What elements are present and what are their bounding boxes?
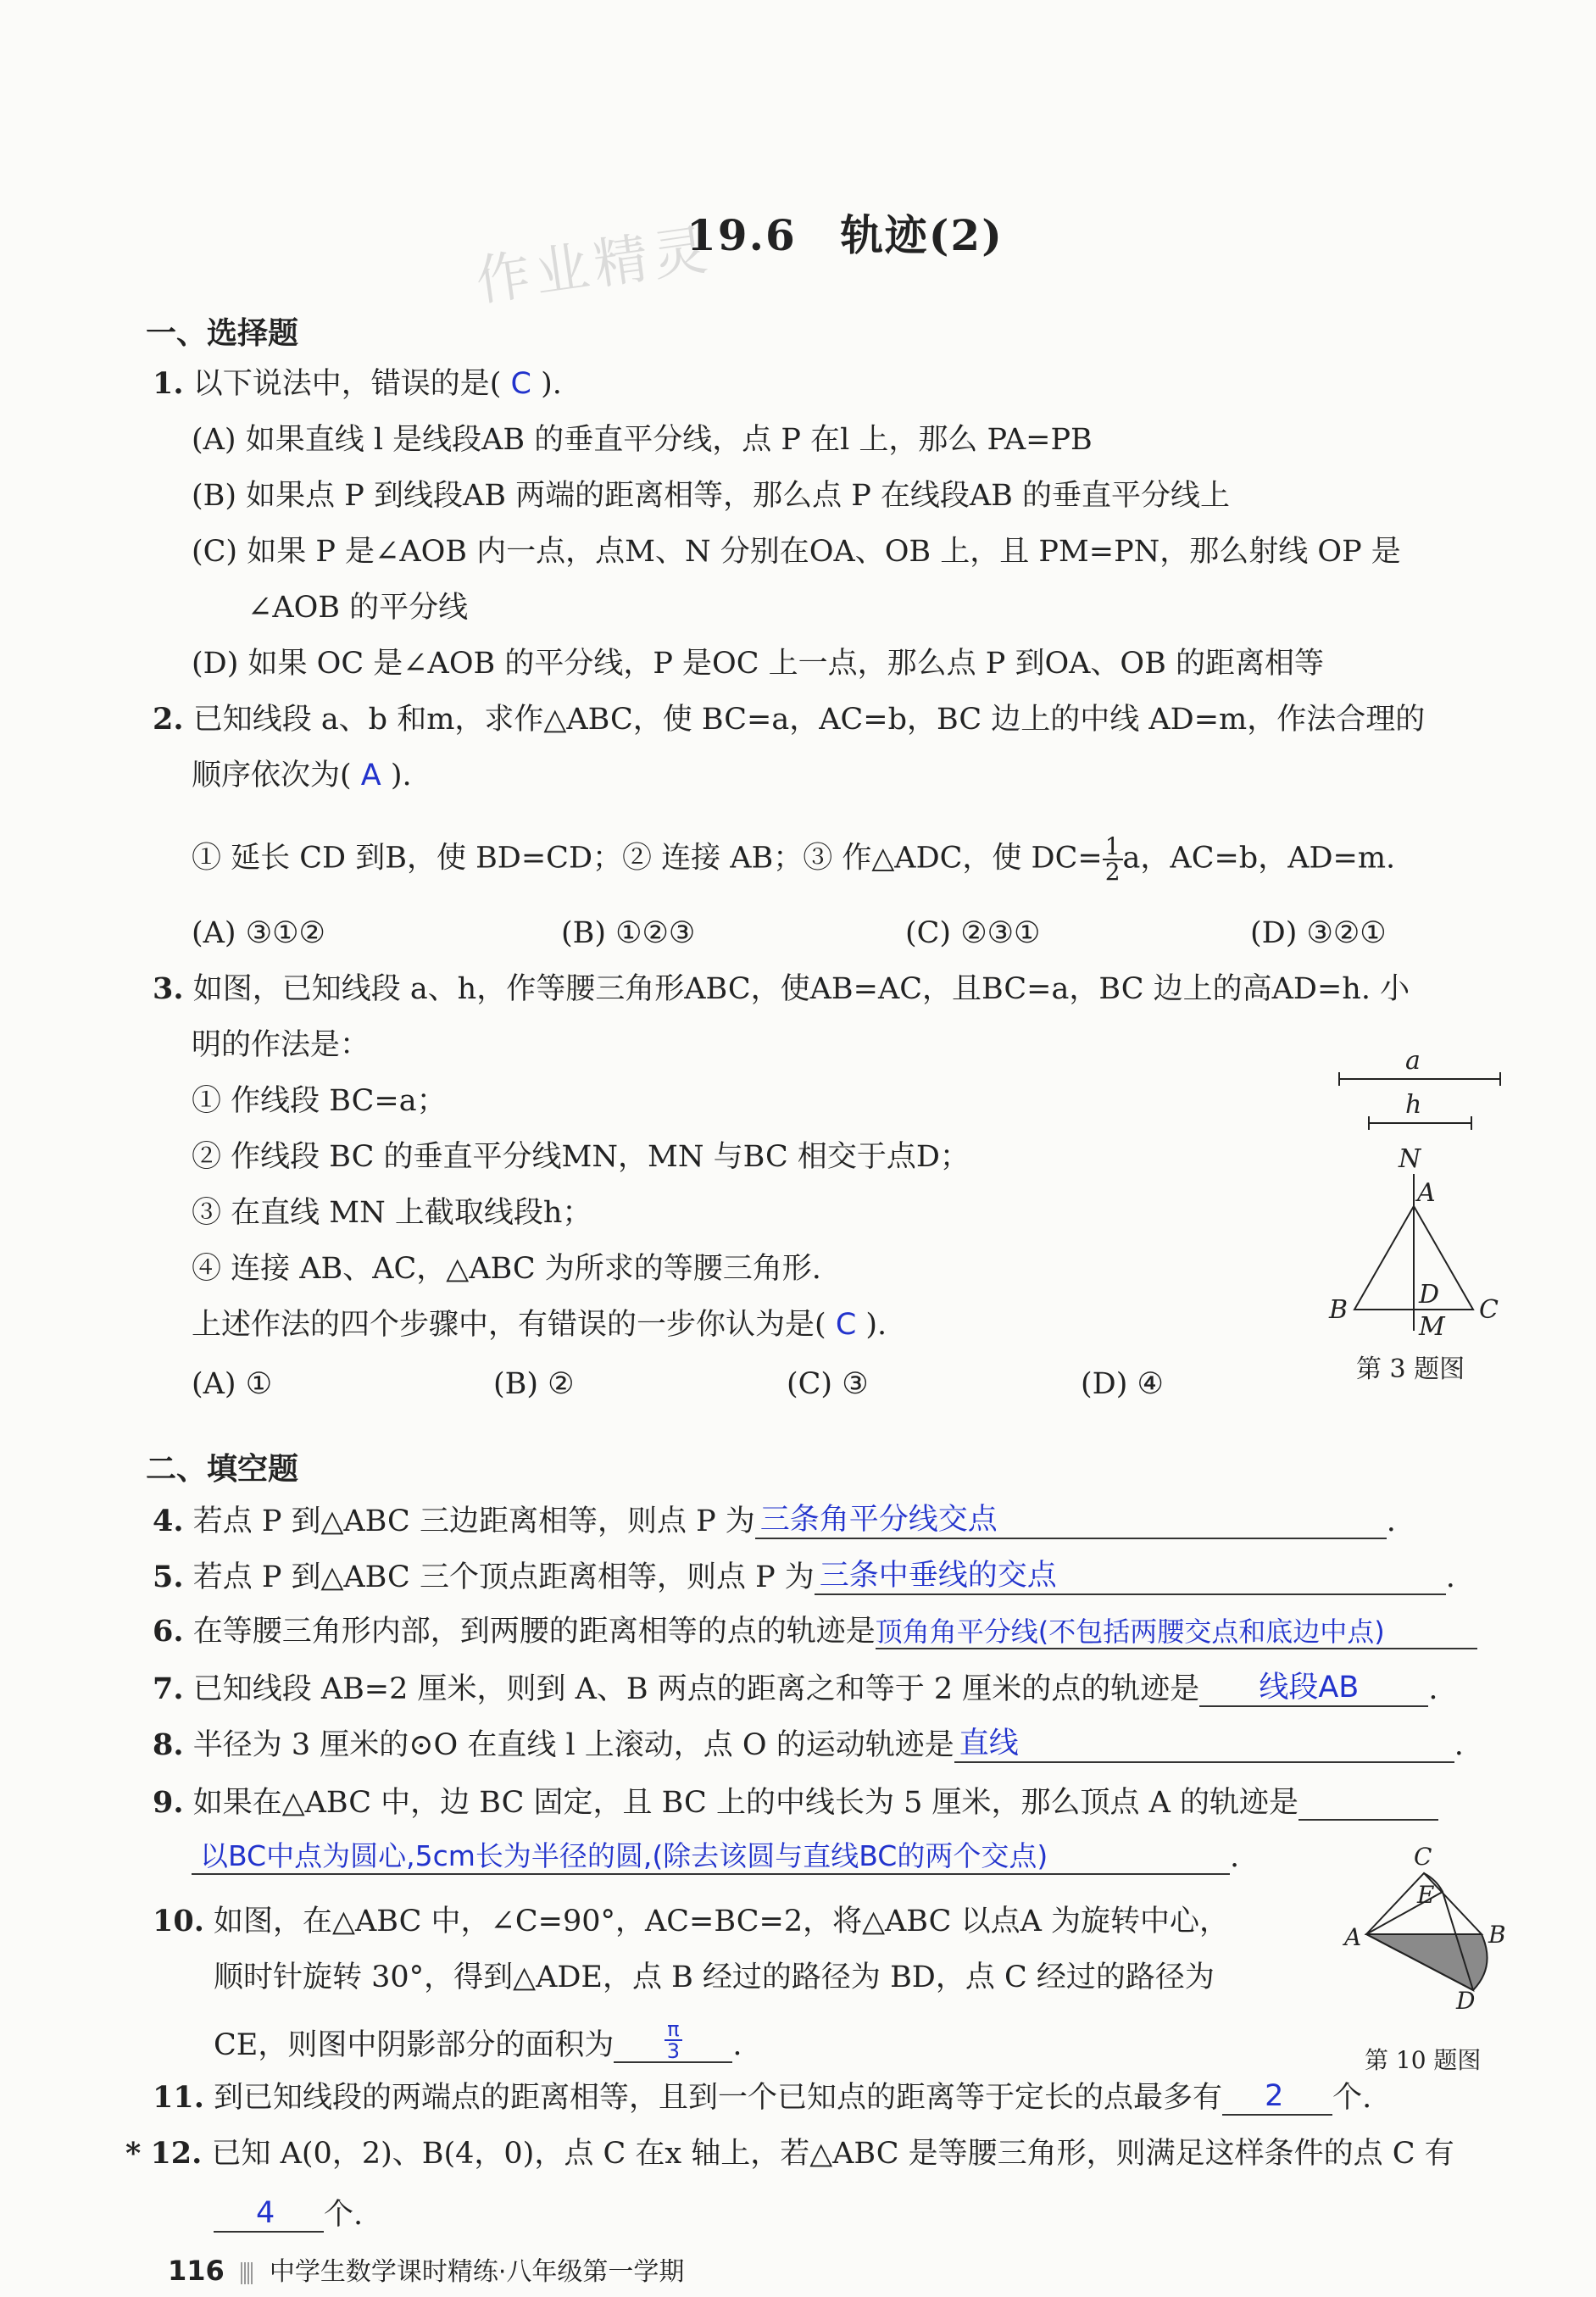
answer-blank[interactable] — [755, 1502, 1387, 1539]
question-2-line2 — [192, 758, 412, 793]
answer-blank[interactable] — [614, 2019, 732, 2063]
fraction-numerator: 1 — [1103, 835, 1123, 860]
question-stem: 半径为 3 厘米的⊙O 在直线 l 上滚动，点 O 的运动轨迹是 — [192, 1728, 954, 1762]
figure-q10 — [1339, 1839, 1560, 2085]
question-end: . — [1230, 1840, 1240, 1874]
question-end: . — [1386, 1504, 1396, 1538]
question-number: 2. — [153, 702, 184, 737]
answer-blank[interactable] — [214, 2195, 324, 2233]
step-3: ③ 在直线 MN 上截取线段h； — [192, 1196, 592, 1230]
label-N: N — [1399, 1144, 1421, 1174]
label-A: A — [1417, 1178, 1436, 1208]
label-B: B — [1329, 1295, 1349, 1325]
answer-text: 以BC中点为圆心,5cm长为半径的圆,(除去该圆与直线BC的两个交点) — [200, 1839, 1048, 1873]
question-number: 8. — [153, 1727, 184, 1762]
figure-caption: 第 10 题图 — [1365, 2046, 1482, 2074]
question-number: 4. — [153, 1504, 184, 1538]
question-9-line2 — [192, 1839, 1239, 1875]
question-2 — [153, 702, 1425, 737]
answer-blank[interactable] — [192, 1839, 1230, 1875]
question-end: . — [1454, 1728, 1464, 1762]
label-E: E — [1417, 1881, 1435, 1909]
question-stem: 如图，已知线段 a、h，作等腰三角形ABC，使AB=AC，且BC=a，BC 边上的高AD=h. 小 — [192, 972, 1410, 1006]
question-stem-end: ). — [390, 759, 412, 793]
question-number: 1. — [153, 366, 184, 401]
question-12-line2 — [214, 2195, 363, 2233]
answer-blank[interactable] — [1199, 1670, 1428, 1707]
option-c: (C) ②③① — [905, 916, 1041, 950]
question-stem: 到已知线段的两端点的距离相等，且到一个已知点的距离等于定长的点最多有 — [214, 2081, 1223, 2115]
shaded-region — [1366, 1934, 1488, 1990]
label-A: A — [1344, 1923, 1362, 1951]
option-d: (D) 如果 OC 是∠AOB 的平分线，P 是OC 上一点，那么点 P 到OA、OB 的距离相等 — [192, 647, 1324, 681]
question-stem: 在等腰三角形内部，到两腰的距离相等的点的轨迹是 — [192, 1615, 876, 1649]
label-D: D — [1419, 1280, 1440, 1310]
question-stem: 如图，在△ABC 中，∠C=90°，AC=BC=2，将△ABC 以点A 为旋转中心， — [214, 1905, 1229, 1938]
question-6 — [153, 1614, 1477, 1649]
fraction-numerator: π — [665, 2019, 681, 2041]
step-2: ② 作线段 BC 的垂直平分线MN，MN 与BC 相交于点D； — [192, 1140, 970, 1174]
option-d: (D) ③②① — [1250, 916, 1387, 950]
question-number: 6. — [153, 1614, 184, 1649]
question-number: 10. — [153, 1904, 204, 1938]
question-end: . — [1428, 1672, 1438, 1706]
question-9 — [153, 1783, 1438, 1821]
option-d: (D) ④ — [1081, 1367, 1164, 1401]
question-3-line2: 明的作法是： — [192, 1028, 370, 1062]
question-stem: 若点 P 到△ABC 三个顶点距离相等，则点 P 为 — [192, 1560, 815, 1594]
answer-text: 4 — [256, 2196, 275, 2230]
answer-choice: A — [360, 759, 381, 793]
label-C: C — [1414, 1843, 1432, 1871]
question-5 — [153, 1558, 1455, 1595]
page-footer — [168, 2250, 684, 2288]
question-1 — [153, 366, 562, 402]
answer-fraction — [665, 2019, 681, 2061]
question-end: 个. — [1332, 2081, 1372, 2115]
question-stem: 上述作法的四个步骤中，有错误的一步你认为是( — [192, 1308, 826, 1342]
answer-text: 顶角角平分线(不包括两腰交点和底边中点) — [875, 1615, 1385, 1648]
label-h: h — [1405, 1090, 1422, 1120]
question-stem: 以下说法中，错误的是( — [192, 367, 502, 401]
question-3-ask — [192, 1307, 887, 1343]
option-a: (A) 如果直线 l 是线段AB 的垂直平分线，点 P 在l 上，那么 PA=PB — [192, 423, 1093, 457]
label-a: a — [1405, 1046, 1421, 1076]
step-1: ① 作线段 BC=a； — [192, 1084, 447, 1118]
option-c-cont: ∠AOB 的平分线 — [247, 591, 469, 625]
label-D: D — [1456, 1987, 1476, 2015]
question-12 — [125, 2136, 1454, 2172]
label-M: M — [1419, 1312, 1445, 1342]
section-fill-heading: 二、填空题 — [146, 1452, 299, 1487]
option-a: (A) ③①② — [192, 916, 325, 950]
question-stem: 已知线段 a、b 和m，求作△ABC，使 BC=a，AC=b，BC 边上的中线 AD=m，作法合理的 — [192, 703, 1426, 737]
answer-text: 三条角平分线交点 — [759, 1503, 998, 1537]
answer-blank[interactable] — [815, 1558, 1446, 1595]
question-10-line2: 顺时针旋转 30°，得到△ADE，点 B 经过的路径为 BD，点 C 经过的路径为 — [214, 1961, 1215, 1994]
figure-caption: 第 3 题图 — [1356, 1354, 1465, 1384]
figure-q3 — [1305, 1038, 1526, 1394]
question-number: 11. — [153, 2080, 204, 2115]
option-a: (A) ① — [192, 1367, 273, 1401]
steps-text: ① 延长 CD 到B，使 BD=CD；② 连接 AB；③ 作△ADC，使 DC= — [192, 841, 1103, 876]
question-number: 12. — [150, 2136, 203, 2171]
option-b: (B) 如果点 P 到线段AB 两端的距离相等，那么点 P 在线段AB 的垂直平分线上 — [192, 479, 1231, 513]
question-10-line3 — [214, 2019, 742, 2063]
question-end: 个. — [324, 2198, 364, 2232]
option-c: (C) 如果 P 是∠AOB 内一点，点M、N 分别在OA、OB 上，且 PM=PN，那么射线 OP 是 — [192, 535, 1401, 569]
answer-blank[interactable] — [1222, 2078, 1332, 2116]
watermark: 作业精灵 — [472, 218, 716, 314]
answer-text: 2 — [1265, 2079, 1284, 2113]
question-8 — [153, 1726, 1464, 1763]
question-stem: 若点 P 到△ABC 三边距离相等，则点 P 为 — [192, 1504, 755, 1538]
question-end: . — [732, 2028, 742, 2062]
question-number: 9. — [153, 1785, 184, 1820]
question-stem-end: ). — [541, 367, 562, 401]
question-4 — [153, 1502, 1396, 1539]
question-end: . — [1445, 1560, 1455, 1594]
fraction — [1103, 832, 1123, 886]
answer-text: 三条中垂线的交点 — [819, 1559, 1057, 1593]
fraction-denominator: 2 — [1104, 858, 1121, 886]
book-title: 中学生数学课时精练·八年级第一学期 — [269, 2257, 685, 2287]
option-c: (C) ③ — [787, 1367, 869, 1401]
answer-text: 直线 — [959, 1727, 1019, 1760]
footer-bar-decoration — [241, 2262, 253, 2284]
answer-blank[interactable] — [876, 1616, 1477, 1649]
question-stem: 已知 A(0，2)、B(4，0)，点 C 在x 轴上，若△ABC 是等腰三角形，则满足这样条件的点 C 有 — [211, 2137, 1454, 2171]
question-stem: 如果在△ABC 中，边 BC 固定，且 BC 上的中线长为 5 厘米，那么顶点 A 的轨迹是 — [192, 1786, 1299, 1820]
steps-text-end: a，AC=b，AD=m. — [1122, 841, 1396, 876]
step-4: ④ 连接 AB、AC，△ABC 为所求的等腰三角形. — [192, 1252, 821, 1286]
label-C: C — [1479, 1295, 1499, 1325]
answer-text: 线段AB — [1259, 1671, 1360, 1705]
answer-blank[interactable] — [954, 1726, 1454, 1763]
question-7 — [153, 1670, 1438, 1707]
page-number: 116 — [168, 2255, 225, 2287]
question-stem: CE，则图中阴影部分的面积为 — [214, 2028, 614, 2062]
answer-choice: C — [510, 367, 531, 401]
question-11 — [153, 2078, 1371, 2116]
question-stem-end: ). — [865, 1308, 887, 1342]
question-stem: 已知线段 AB=2 厘米，则到 A、B 两点的距离之和等于 2 厘米的点的轨迹是 — [192, 1672, 1200, 1706]
question-number: 7. — [153, 1671, 184, 1706]
question-number: 5. — [153, 1560, 184, 1594]
answer-choice: C — [835, 1308, 857, 1342]
page-title: 19.6 轨迹(2) — [687, 210, 1004, 260]
section-choice-heading: 一、选择题 — [146, 316, 299, 351]
option-b: (B) ①②③ — [561, 916, 696, 950]
question-3 — [153, 971, 1410, 1007]
answer-blank-start[interactable] — [1298, 1783, 1438, 1821]
option-b: (B) ② — [493, 1367, 575, 1401]
question-10 — [153, 1904, 1229, 1939]
fraction-denominator: 3 — [666, 2039, 680, 2063]
question-2-steps — [192, 832, 1396, 886]
label-B: B — [1488, 1921, 1506, 1949]
optional-star: * — [125, 2136, 142, 2171]
question-stem: 顺序依次为( — [192, 759, 352, 793]
question-number: 3. — [153, 971, 184, 1006]
